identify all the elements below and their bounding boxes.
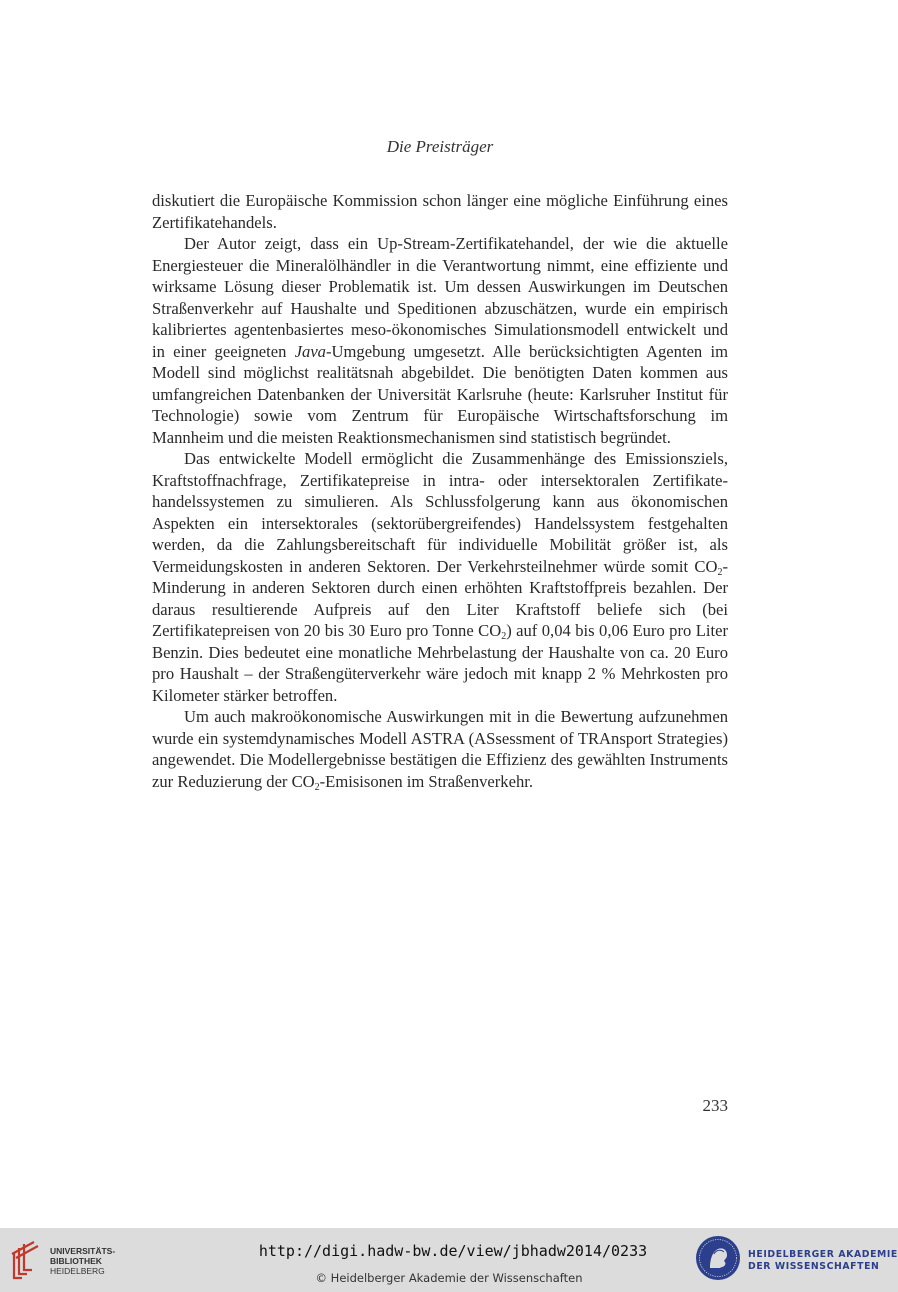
paragraph [152, 448, 728, 706]
body-text [152, 190, 728, 792]
paragraph-3-text-a: Das entwickelte Modell ermöglicht die Zusammenhänge des Emissionsziels, Kraftstoffnachfrage, Zertifikatepreise in intra- oder intersektoralen Zertifikatehandelssystemen zu simulieren. Als Schlussfolgerung kann aus ökonomischen Aspekten ein intersektorales (sektorübergreifendes) Handelssystem festgehalten werden, da die Zahlungsbereitschaft für individuelle Mobilität größer ist, als Vermeidungskosten in anderen Sektoren. Der Verkehrsteilnehmer würde somit CO [152, 449, 728, 576]
ub-logo-line: HEIDELBERG [50, 1266, 105, 1276]
paragraph [152, 190, 728, 233]
ub-logo-line: UNIVERSITÄTS- [50, 1246, 116, 1256]
paragraph-2-text-a: Der Autor zeigt, dass ein Up-Stream-Zertifikatehandel, der wie die aktuelle Energiesteuer die Mineralölhändler in die Verantwortung nimmt, eine effiziente und wirksame Lösung dieser Problematik ist. Um dessen Auswirkungen im Deutschen Straßenverkehr auf Haushalte und Speditionen abzuschätzen, wurde ein empirisch kalibriertes agentenbasiertes meso-ökonomisches Simulationsmodell entwickelt und in einer geeigneten [152, 234, 728, 361]
permalink-url[interactable]: http://digi.hadw-bw.de/view/jbhadw2014/0233 [258, 1242, 648, 1260]
subscript-2: 2 [717, 566, 723, 578]
hadw-logo-text [748, 1249, 898, 1273]
hadw-logo[interactable] [694, 1234, 898, 1286]
footer-bar [0, 1228, 898, 1292]
paragraph-4-text-b: -Emisisonen im Straßenverkehr. [319, 771, 534, 791]
ub-logo-line: BIBLIOTHEK [50, 1256, 102, 1266]
paragraph [152, 706, 728, 792]
subscript-2: 2 [314, 781, 320, 793]
hadw-logo-line: HEIDELBERGER AKADEMIE [748, 1249, 898, 1260]
copyright-notice: © Heidelberger Akademie der Wissenschaften [315, 1271, 583, 1285]
paragraph-1-text: diskutiert die Europäische Kommission schon länger eine mögliche Einführung eines Zertifikatehandels. [152, 191, 728, 232]
paragraph [152, 233, 728, 448]
subscript-2: 2 [501, 631, 507, 642]
paragraph-4-text-a: Um auch makroökonomische Auswirkungen mit in die Bewertung aufzunehmen wurde ein systemdynamisches Modell ASTRA (ASsessment of TRAnsport Strategies) angewendet. Die Modellergebnisse bestätigen die Effizienz des gewählten Instruments zur Reduzierung der CO [152, 707, 728, 791]
hadw-logo-line: DER WISSENSCHAFTEN [748, 1261, 880, 1272]
page-number: 233 [702, 1096, 728, 1115]
running-head: Die Preisträger [386, 137, 494, 156]
paragraph-3-text-c: ) auf 0,04 bis 0,06 Euro pro Liter Benzin. Dies bedeutet eine monatliche Mehrbelastung der Haushalte von ca. 20 Euro pro Haushalt – der Straßengüterverkehr wäre jedoch mit knapp 2 % Mehrkosten pro Kilometer stärker betroffen. [152, 621, 728, 705]
java-italic-term: Java [294, 341, 326, 361]
hadw-seal-icon [694, 1234, 742, 1282]
paragraph-2-text-b: -Umgebung umgesetzt. Alle berücksichtigten Agenten im Modell sind möglichst realitätsnah abgebildet. Die benötigten Daten kommen aus umfangreichen Datenbanken der Universität Karlsruhe (heute: Karlsruher Institut für Technologie) sowie vom Zentrum für Europäische Wirtschaftsforschung im Mannheim und die meisten Reaktionsmechanismen sind statistisch begründet. [152, 341, 728, 447]
paragraph-3-text-b: -Minderung in anderen Sektoren durch einen erhöhten Kraftstoffpreis bezahlen. Der daraus resultierende Aufpreis auf den Liter Kraftstoff beliefe sich (bei Zertifikatepreisen von 20 bis 30 Euro pro Tonne CO [152, 556, 728, 640]
